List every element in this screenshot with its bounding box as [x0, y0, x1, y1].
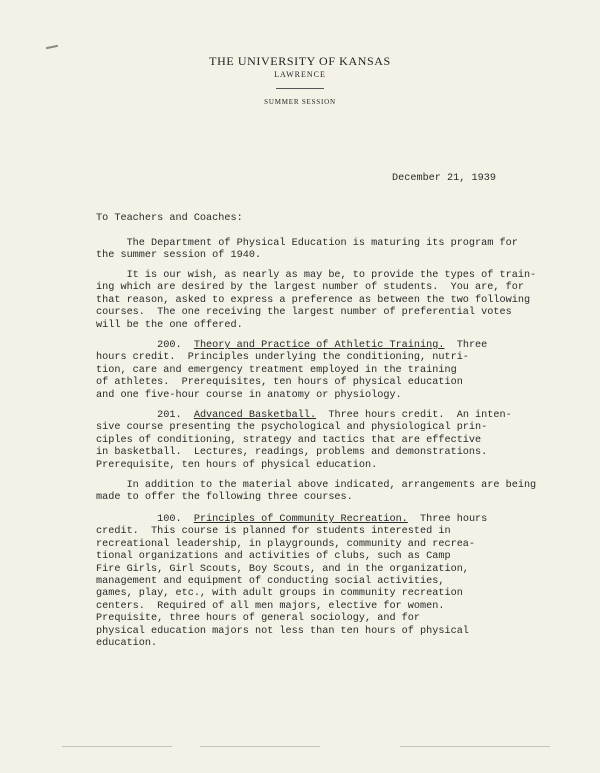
course-100-number: 100.	[96, 514, 194, 525]
letter-date: December 21, 1939	[392, 173, 496, 184]
course-201-title: Advanced Basketball.	[193, 410, 317, 421]
letterhead-session: SUMMER SESSION	[264, 98, 336, 106]
bottom-bleed-mark	[200, 746, 320, 747]
paragraph-preference: It is our wish, as nearly as may be, to provide the types of train- ing which are desired by the largest number of students. You are, for that reason, asked to express a preference as between the two following courses. The one receiving the largest number of preferential votes will be the one offered.	[96, 270, 537, 331]
course-200-title: Theory and Practice of Athletic Training.	[193, 340, 445, 351]
letterhead-divider	[276, 88, 324, 89]
letterhead-university: THE UNIVERSITY OF KANSAS	[209, 54, 391, 68]
bottom-bleed-mark	[62, 746, 172, 747]
course-200-number: 200.	[96, 340, 194, 351]
letter-salutation: To Teachers and Coaches:	[96, 213, 243, 224]
paragraph-additional: In addition to the material above indicated, arrangements are being made to offer the following three courses.	[96, 480, 537, 504]
course-200-description: Three hours credit. Principles underlying the conditioning, nutri- tion, care and emergency treatment employed in the training of athletes. Prerequisites, ten hours of physical education and one five-hour course in anatomy or physiology.	[96, 340, 488, 401]
course-201-description: Three hours credit. An inten- sive course presenting the psychological and physiological prin- ciples of conditioning, strategy and tactics that are effective in basketball. Lectures, readings, problems and demonstrations. Prerequisite, ten hours of physical education.	[96, 410, 512, 471]
course-200	[96, 340, 487, 402]
course-100	[96, 514, 487, 650]
course-201	[96, 410, 512, 472]
course-100-description: Three hours credit. This course is planned for students interested in recreational leadership, in playgrounds, community and recrea- tional organizations and activities of clubs, such as Camp Fire Girls, Girl Scouts, Boy Scouts, and in the organization, management and equipment of conducting social activities, games, play, etc., with adult groups in community recreation centers. Required of all men majors, elective for women. Prequisite, three hours of general sociology, and for physical education majors not less than ten hours of physical education.	[96, 514, 488, 650]
course-100-title: Principles of Community Recreation.	[193, 514, 408, 525]
paragraph-intro: The Department of Physical Education is maturing its program for the summer session of 1940.	[96, 238, 518, 262]
bottom-bleed-mark	[400, 746, 550, 747]
margin-mark	[46, 45, 58, 49]
course-201-number: 201.	[96, 410, 194, 421]
letterhead-city: LAWRENCE	[274, 70, 326, 79]
